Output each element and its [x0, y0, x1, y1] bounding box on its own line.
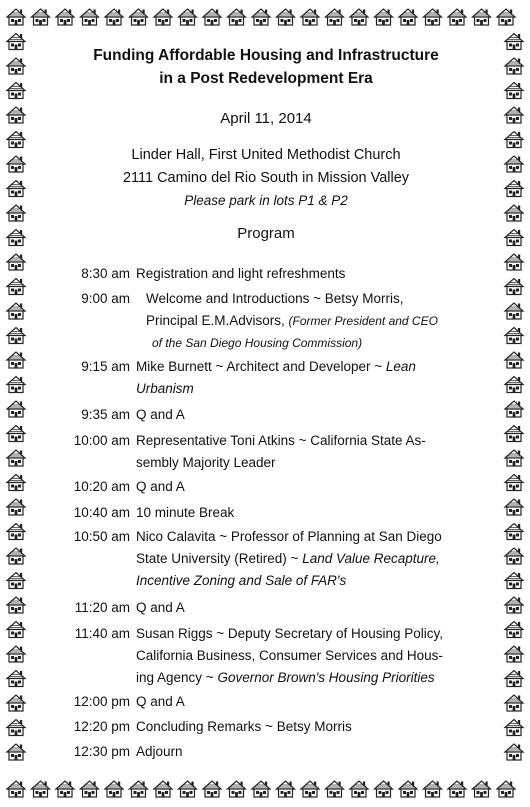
house-icon: [505, 622, 523, 638]
house-icon: [7, 83, 25, 99]
house-icon: [399, 9, 417, 25]
house-icon: [7, 695, 25, 711]
house-icon: [505, 671, 523, 687]
house-icon: [179, 781, 197, 797]
description-line: [146, 332, 466, 354]
schedule-description: [136, 741, 466, 763]
house-icon: [7, 303, 25, 319]
description-italic-text: Lean: [385, 359, 416, 374]
title-line-1: Funding Affordable Housing and Infrastructure: [93, 47, 439, 64]
house-icon: [7, 671, 25, 687]
house-icon: [203, 781, 221, 797]
schedule-description: [136, 356, 466, 400]
house-icon: [301, 9, 319, 25]
house-icon: [203, 9, 221, 25]
schedule-description: [136, 430, 466, 474]
description-line: [136, 526, 466, 548]
schedule-time: 12:20 pm: [73, 719, 130, 734]
schedule-time: 12:00 pm: [73, 694, 130, 709]
description-text: 10 minute Break: [136, 505, 235, 520]
schedule-description: [136, 476, 466, 498]
house-icon: [7, 377, 25, 393]
house-icon: [7, 475, 25, 491]
house-icon: [7, 58, 25, 74]
description-text: Q and A: [136, 600, 185, 615]
description-text: Nico Calavita ~ Professor of Planning at San Diego: [136, 529, 442, 544]
house-icon: [277, 9, 295, 25]
house-icon: [505, 548, 523, 564]
house-icon: [497, 9, 515, 25]
house-icon: [7, 205, 25, 221]
house-icon: [505, 303, 523, 319]
description-italic-text: (Former President and CEO: [288, 314, 438, 328]
house-icon: [7, 499, 25, 515]
house-icon: [7, 34, 25, 50]
event-title: [62, 44, 470, 90]
house-icon: [505, 58, 523, 74]
house-icon: [424, 9, 442, 25]
description-italic-text: Urbanism: [136, 381, 194, 396]
description-line: [136, 263, 466, 285]
house-icon: [505, 254, 523, 270]
schedule-description: [136, 716, 466, 738]
program-heading: Program: [237, 225, 295, 242]
house-icon: [252, 781, 270, 797]
house-icon: [7, 573, 25, 589]
house-icon: [179, 9, 197, 25]
schedule-description: [136, 623, 466, 689]
house-icon: [505, 328, 523, 344]
house-icon: [326, 781, 344, 797]
title-line-2: in a Post Redevelopment Era: [159, 70, 373, 87]
description-text: Susan Riggs ~ Deputy Secretary of Housing Policy,: [136, 626, 444, 641]
house-icon: [505, 720, 523, 736]
house-icon: [505, 475, 523, 491]
house-icon: [7, 524, 25, 540]
schedule-description: [136, 263, 466, 285]
house-icon: [252, 9, 270, 25]
description-text: ing Agency ~: [136, 670, 218, 685]
description-text: Q and A: [136, 694, 185, 709]
house-icon: [505, 573, 523, 589]
description-line: [136, 356, 466, 378]
description-line: [136, 430, 466, 452]
house-icon: [7, 181, 25, 197]
description-text: Concluding Remarks ~ Betsy Morris: [136, 719, 352, 734]
venue: [62, 144, 470, 190]
description-text: sembly Majority Leader: [136, 455, 276, 470]
house-icon: [56, 781, 74, 797]
house-icon: [505, 499, 523, 515]
description-italic-text: Incentive Zoning and Sale of FAR's: [136, 573, 347, 588]
house-icon: [7, 548, 25, 564]
house-icon: [473, 781, 491, 797]
house-icon: [505, 156, 523, 172]
house-icon: [505, 377, 523, 393]
house-icon: [424, 781, 442, 797]
schedule-description: [136, 691, 466, 713]
venue-line-1: Linder Hall, First United Methodist Church: [131, 147, 401, 163]
schedule-description: [136, 502, 466, 524]
house-icon: [505, 107, 523, 123]
schedule-time: 9:35 am: [81, 407, 130, 422]
description-line: [136, 548, 466, 570]
house-icon: [505, 744, 523, 760]
house-icon: [7, 279, 25, 295]
description-text: Q and A: [136, 479, 185, 494]
schedule-time: 10:00 am: [73, 433, 130, 448]
house-icon: [505, 401, 523, 417]
house-icon: [448, 781, 466, 797]
schedule-description: [136, 404, 466, 426]
description-line: [136, 476, 466, 498]
description-text: Representative Toni Atkins ~ California State As-: [136, 433, 426, 448]
house-icon: [350, 781, 368, 797]
house-icon: [505, 279, 523, 295]
house-icon: [7, 254, 25, 270]
description-line: [136, 404, 466, 426]
house-icon: [399, 781, 417, 797]
schedule-time: 10:20 am: [73, 479, 130, 494]
schedule-description: [136, 526, 466, 592]
house-icon: [7, 230, 25, 246]
house-icon: [7, 9, 25, 25]
house-icon: [7, 646, 25, 662]
description-line: [136, 741, 466, 763]
house-icon: [228, 9, 246, 25]
house-icon: [505, 83, 523, 99]
house-icon: [56, 9, 74, 25]
house-icon: [7, 781, 25, 797]
house-icon: [7, 352, 25, 368]
event-date: April 11, 2014: [220, 110, 312, 127]
venue-line-2: 2111 Camino del Rio South in Mission Valley: [122, 170, 410, 186]
house-icon: [81, 9, 99, 25]
description-text: Mike Burnett ~ Architect and Developer ~: [136, 359, 386, 374]
house-icon: [130, 781, 148, 797]
house-icon: [7, 328, 25, 344]
house-icon: [326, 9, 344, 25]
description-line: [136, 570, 466, 592]
flyer-header: [62, 44, 470, 242]
house-icon: [505, 524, 523, 540]
house-icon: [32, 781, 50, 797]
house-icon: [375, 781, 393, 797]
description-line: [136, 452, 466, 474]
house-icon: [505, 450, 523, 466]
parking-note: Please park in lots P1 & P2: [184, 193, 348, 208]
house-icon: [7, 132, 25, 148]
schedule-time: 9:00 am: [81, 291, 130, 306]
description-text: Adjourn: [136, 744, 183, 759]
schedule-time: 10:50 am: [73, 529, 130, 544]
description-text: California Business, Consumer Services and Hous-: [136, 648, 443, 663]
house-icon: [505, 34, 523, 50]
description-line: [136, 378, 466, 400]
house-icon: [505, 597, 523, 613]
description-text: State University (Retired) ~: [136, 551, 303, 566]
house-icon: [7, 156, 25, 172]
house-icon: [130, 9, 148, 25]
schedule-time: 11:20 am: [74, 600, 130, 615]
house-icon: [505, 181, 523, 197]
house-icon: [473, 9, 491, 25]
description-text: Registration and light refreshments: [136, 266, 346, 281]
house-icon: [7, 597, 25, 613]
house-icon: [448, 9, 466, 25]
description-italic-text: Governor Brown's Housing Priorities: [217, 670, 435, 685]
house-icon: [505, 230, 523, 246]
house-icon: [105, 781, 123, 797]
house-icon: [7, 720, 25, 736]
house-icon: [350, 9, 368, 25]
description-italic-text: Land Value Recapture,: [302, 551, 440, 566]
house-icon: [505, 426, 523, 442]
house-icon: [301, 781, 319, 797]
schedule-time: 8:30 am: [81, 266, 130, 281]
house-icon: [7, 622, 25, 638]
schedule-time: 9:15 am: [81, 359, 130, 374]
description-text: Welcome and Introductions ~ Betsy Morris,: [146, 291, 404, 306]
house-icon: [7, 744, 25, 760]
house-icon: [105, 9, 123, 25]
house-icon: [375, 9, 393, 25]
schedule-description: [136, 597, 466, 619]
house-icon: [7, 107, 25, 123]
house-icon: [505, 695, 523, 711]
description-line: [136, 716, 466, 738]
house-icon: [505, 352, 523, 368]
schedule-description: [146, 288, 466, 354]
house-icon: [505, 132, 523, 148]
house-icon: [7, 401, 25, 417]
description-line: [146, 310, 466, 332]
description-line: [136, 597, 466, 619]
description-text: Principal E.M.Advisors,: [146, 313, 289, 328]
schedule-time: 11:40 am: [74, 626, 130, 641]
house-icon: [505, 646, 523, 662]
house-icon: [7, 426, 25, 442]
house-icon: [81, 781, 99, 797]
schedule-time: 10:40 am: [73, 505, 130, 520]
description-line: [146, 288, 466, 310]
description-line: [136, 502, 466, 524]
house-icon: [7, 450, 25, 466]
house-icon: [505, 205, 523, 221]
house-icon: [154, 781, 172, 797]
house-icon: [154, 9, 172, 25]
schedule-time: 12:30 pm: [73, 744, 130, 759]
description-line: [136, 623, 466, 645]
description-text: Q and A: [136, 407, 185, 422]
description-line: [136, 667, 466, 689]
description-italic-text: of the San Diego Housing Commission): [152, 336, 363, 350]
house-icon: [497, 781, 515, 797]
house-icon: [277, 781, 295, 797]
description-line: [136, 645, 466, 667]
house-icon: [228, 781, 246, 797]
description-line: [136, 691, 466, 713]
house-icon: [32, 9, 50, 25]
